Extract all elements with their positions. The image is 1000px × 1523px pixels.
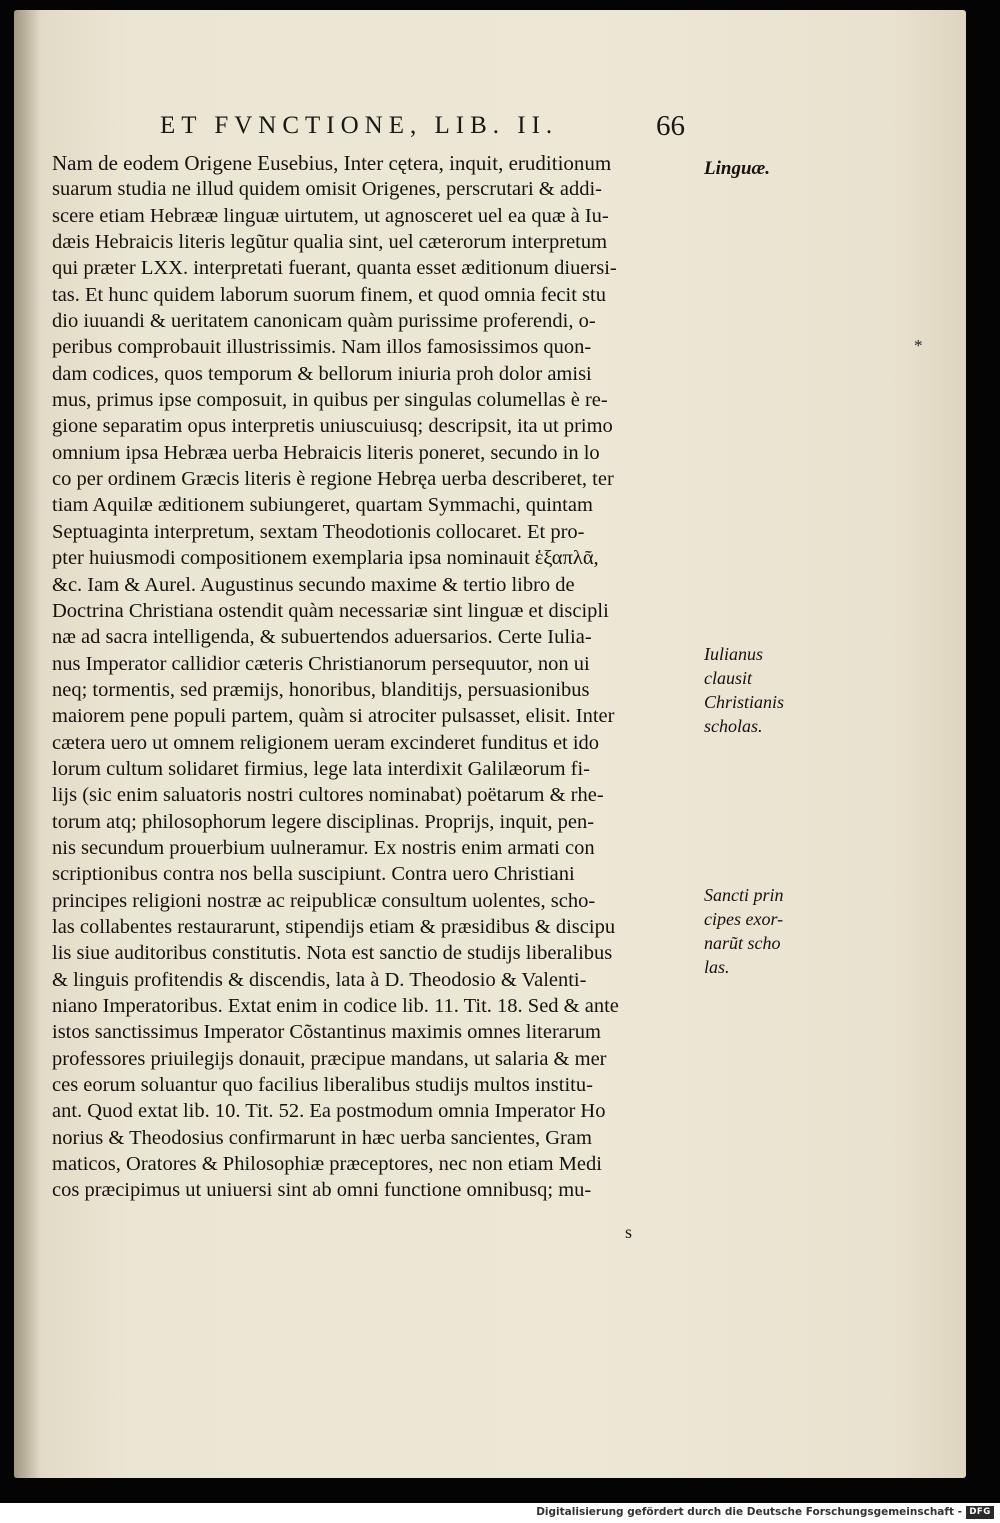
page-number: 66 [656, 110, 685, 142]
text-line: co per ordinem Græcis literis è regione Hebręa uerba describeret, ter [52, 468, 614, 491]
text-line: istos sanctissimus Imperator Cõstantinus maximis omnes literarum [52, 1021, 601, 1044]
marginal-note-principes [704, 883, 804, 979]
text-line: Septuaginta interpretum, sextam Theodotionis collocaret. Et pro- [52, 520, 585, 543]
text-line: næ ad sacra intelligenda, & subuertendos aduersarios. Certe Iulia- [52, 626, 592, 649]
text-line: mus, primus ipse composuit, in quibus per singulas columellas è re- [52, 389, 608, 412]
marginal-note-linguae [704, 157, 804, 181]
text-line: pter huiusmodi compositionem exemplaria ipsa nominauit ἑξαπλᾶ, [52, 547, 599, 570]
text-line: lorum cultum solidaret firmius, lege lata interdixit Galilæorum fi- [52, 757, 591, 780]
text-line: norius & Theodosius confirmarunt in hæc uerba sancientes, Gram [52, 1126, 592, 1149]
text-line: dæis Hebraicis literis legũtur qualia sint, uel cæterorum interpretum [52, 231, 608, 254]
text-line: &c. Iam & Aurel. Augustinus secundo maxime & tertio libro de [52, 573, 575, 596]
text-line: niano Imperatoribus. Extat enim in codice lib. 11. Tit. 18. Sed & ante [52, 995, 619, 1017]
text-line: omnium ipsa Hebræa uerba Hebraicis literis poneret, secundo in lo [52, 441, 600, 464]
text-line: nis secundum prouerbium uulneramur. Ex nostris enim armati con [52, 836, 595, 859]
marginal-line: Sancti prin [704, 885, 784, 905]
text-line: professores priuilegijs donauit, præcipue mandans, ut salaria & mer [52, 1047, 607, 1070]
signature-mark: s [625, 1222, 633, 1242]
marginal-line: las. [704, 957, 730, 977]
marginal-line: clausit [704, 668, 752, 688]
text-line: Doctrina Christiana ostendit quàm necessariæ sint linguæ et discipli [52, 599, 609, 622]
text-line: ant. Quod extat lib. 10. Tit. 52. Ea postmodum omnia Imperator Ho [52, 1100, 606, 1123]
text-line: gione separatim opus interpretis uniuscuiusq; descripsit, ita ut primo [52, 415, 613, 438]
text-line: scriptionibus contra nos bella suscipiunt. Contra uero Christiani [52, 863, 575, 886]
dfg-logo-icon: DFG [966, 1506, 994, 1519]
running-head: ET FVNCTIONE, LIB. II. [160, 112, 559, 139]
footer-bar [0, 1503, 1000, 1523]
text-line: scere etiam Hebrææ linguæ uirtutem, ut agnosceret uel ea quæ à Iu- [52, 204, 609, 227]
text-line: Nam de eodem Origene Eusebius, Inter cętera, inquit, eruditionum [52, 151, 612, 175]
text-line: torum atq; philosophorum legere disciplinas. Proprijs, inquit, pen- [52, 810, 595, 833]
text-line: cos præcipimus ut uniuersi sint ab omni functione omnibusq; mu- [52, 1179, 592, 1202]
text-line: las collabentes restaurarunt, stipendijs etiam & præsidibus & discipu [52, 915, 616, 938]
text-line: tas. Et hunc quidem laborum suorum finem, et quod omnia fecit stu [52, 283, 606, 306]
text-line: & linguis profitendis & discendis, lata à D. Theodosio & Valenti- [52, 968, 587, 991]
marginal-line: Linguæ. [704, 158, 770, 179]
text-line: dam codices, quos temporum & bellorum iniuria proh dolor amisi [52, 362, 592, 385]
text-line: cætera uero ut omnem religionem ueram excinderet funditus et ido [52, 731, 600, 754]
text-line: qui præter LXX. interpretati fuerant, quanta esset æditionum diuersi- [52, 257, 617, 280]
text-line: tiam Aquilæ æditionem subiungeret, quartam Symmachi, quintam [52, 494, 593, 517]
text-line: lijs (sic enim saluatoris nostri cultores nominabat) poëtarum & rhe- [52, 784, 604, 807]
body-text [52, 150, 702, 1204]
text-line: suarum studia ne illud quidem omisit Origenes, perscrutari & addi- [52, 178, 602, 201]
text-line: maticos, Oratores & Philosophiæ præceptores, nec non etiam Medi [52, 1153, 602, 1176]
marginal-line: scholas. [704, 716, 763, 736]
text-line: maiorem pene populi partem, quàm si atrociter pulsasset, elisit. Inter [52, 705, 615, 728]
gutter-shadow [14, 10, 40, 1478]
text-line: principes religioni nostræ ac reipublicæ consultum uolentes, scho- [52, 889, 596, 912]
text-line: lis siue auditoribus constitutis. Nota est sanctio de studijs liberalibus [52, 942, 613, 965]
marginal-note-julianus [704, 642, 804, 738]
text-line: neq; tormentis, sed præmijs, honoribus, blanditijs, persuasionibus [52, 678, 590, 701]
text-line: nus Imperator callidior cæteris Christianorum persequutor, non ui [52, 652, 590, 675]
asterisk-mark: * [914, 336, 923, 355]
text-line: peribus comprobauit illustrissimis. Nam illos famosissimos quon- [52, 336, 592, 359]
text-line: dio iuuandi & ueritatem canonicam quàm purissime proferendi, o- [52, 310, 596, 333]
text-line: ces eorum soluantur quo facilius liberalibus studijs multos institu- [52, 1074, 593, 1097]
marginal-line: Iulianus [704, 644, 764, 664]
marginal-line: cipes exor- [704, 909, 784, 929]
marginal-line: Christianis [704, 692, 785, 712]
footer-credit: Digitalisierung gefördert durch die Deutsche Forschungsgemeinschaft - [536, 1506, 962, 1518]
marginal-line: narũt scho [704, 933, 781, 953]
